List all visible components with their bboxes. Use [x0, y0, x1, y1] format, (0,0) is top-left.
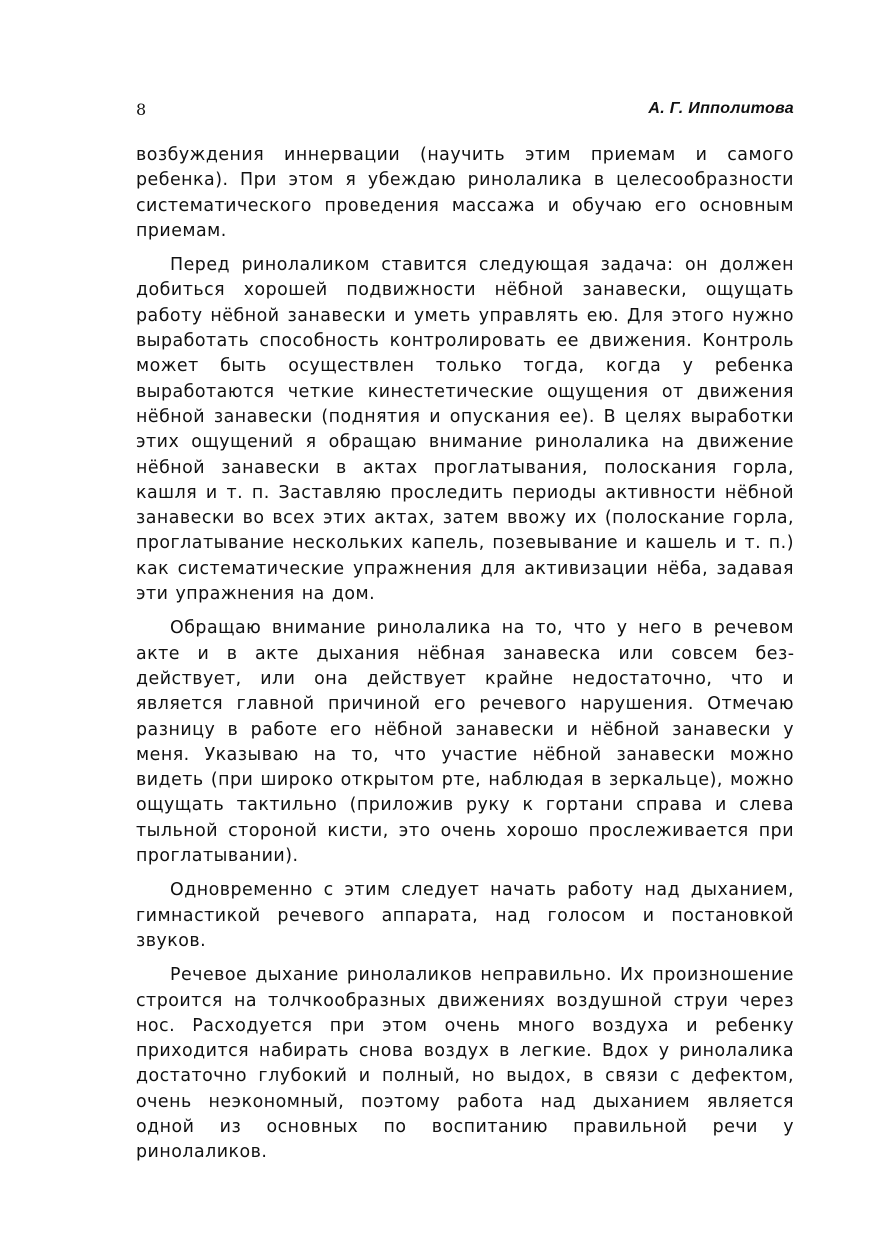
paragraph-2: Перед ринолаликом ставится следующая задача: он должен добиться хорошей подвижности нёбной занавески, ощущать работу нёбной занавески и уметь управлять ею. Для этого нужно выработать способность контролировать ее движения. Контроль может быть осуществлен только тогда, когда у ребенка выработаются четкие кинестетические ощущения от движения нёбной занавески (поднятия и опускания ее). В целях выработки этих ощущений я обращаю внимание ринолалика на движение нёбной занавески в актах проглатывания, полоскания горла, кашля и т. п. Заставляю проследить периоды активности нёбной занавески во всех этих актах, затем ввожу их (полоскание горла, проглатывание нескольких капель, позевывание и кашель и т. п.) как систематические упражнения для активизации нёба, задавая эти упражнения на дом.: [136, 255, 794, 605]
page-number: 8: [136, 100, 147, 119]
paragraph-4: Одновременно с этим следует начать работу над дыханием, гимнастикой речевого аппарата, над голосом и постановкой звуков.: [136, 880, 794, 951]
page-header: [136, 98, 794, 122]
body-text: [136, 143, 794, 1175]
paragraph-1: возбуждения иннервации (научить этим приемам и самого ребенка). При этом я убеждаю ринолалика в целесообразности систематического проведения массажа и обучаю его основным приемам.: [136, 145, 794, 241]
paragraph-5: Речевое дыхание ринолаликов неправильно. Их произношение строится на толчкообразных движениях воздушной струи через нос. Расходуется при этом очень много воздуха и ребенку приходится набирать снова воздух в легкие. Вдох у ринолалика достаточно глубокий и полный, но выдох, в связи с дефектом, очень неэкономный, поэтому работа над дыханием является одной из основных по воспитанию правильной речи у ринолаликов.: [136, 965, 794, 1163]
paragraph-3: Обращаю внимание ринолалика на то, что у него в речевом акте и в акте дыхания нёбная занавеска или совсем бездействует, или она действует крайне недостаточно, что и является главной причиной его речевого нарушения. Отмечаю разницу в работе его нёбной занавески и нёбной занавески у меня. Указываю на то, что участие нёбной занавески можно видеть (при широко открытом рте, наблюдая в зеркальце), можно ощущать тактильно (приложив руку к гортани справа и слева тыльной стороной кисти, это очень хорошо прослеживается при проглатывании).: [136, 618, 794, 867]
running-head-author: А. Г. Ипполитова: [648, 100, 794, 117]
